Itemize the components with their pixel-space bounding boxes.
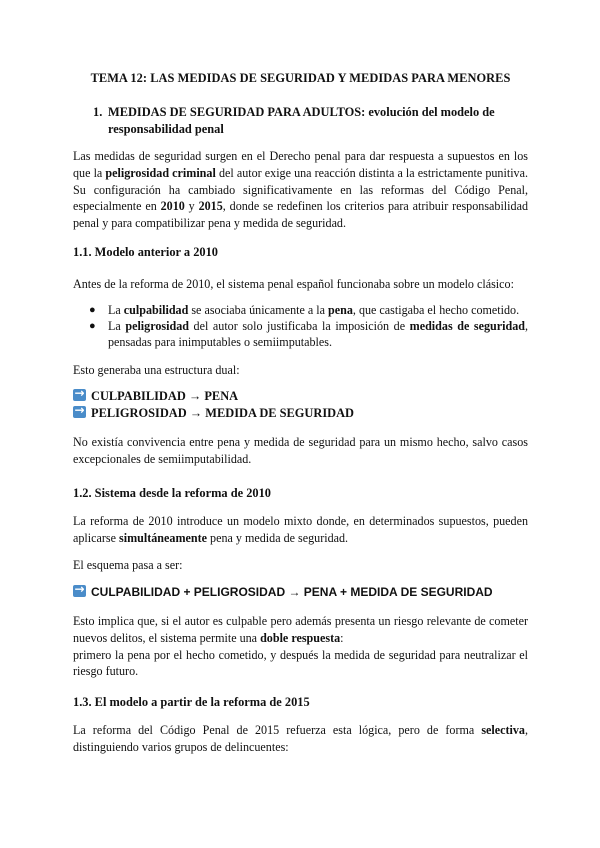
section-1-number: 1.	[93, 105, 103, 119]
bold-term: medidas de seguridad	[409, 319, 525, 334]
text-run: Las medidas de seguridad surgen en el Derecho penal para dar respuesta a supuestos en los que la	[73, 149, 528, 180]
text-run: Esto implica que, si el autor es culpable pero además presenta un riesgo relevante de cometer nuevos delitos, el sistema permite una	[73, 614, 528, 645]
text-run: , donde se redefinen los criterios para atribuir responsabilidad penal y para compatibilizar pena y medida de seguridad.	[73, 199, 528, 231]
document-title: TEMA 12: LAS MEDIDAS DE SEGURIDAD Y MEDIDAS PARA MENORES	[90, 71, 511, 85]
section-1-heading	[93, 104, 523, 138]
section-1-1-heading: 1.1. Modelo anterior a 2010	[73, 245, 218, 259]
text-run: La	[108, 319, 126, 334]
text-run: del autor solo justificaba la imposición de	[188, 319, 410, 334]
section-1-2-heading: 1.2. Sistema desde la reforma de 2010	[73, 486, 271, 500]
bold-term: pena	[328, 303, 353, 317]
arrow-line-peligrosidad	[73, 406, 354, 421]
text-run: La reforma del Código Penal de 2015 refuerza esta lógica, pero de forma	[73, 723, 482, 737]
section-1-heading-text: MEDIDAS DE SEGURIDAD PARA ADULTOS: evolución del modelo de responsabilidad penal	[108, 105, 495, 136]
section-1-1-intro: Antes de la reforma de 2010, el sistema penal español funcionaba sobre un modelo clásico:	[73, 277, 514, 291]
bold-term: peligrosidad	[125, 319, 189, 334]
arrow-right-icon	[73, 406, 86, 418]
section-1-1-closing: No existía convivencia entre pena y medida de seguridad para un mismo hecho, salvo casos excepcionales de semiimputabilidad.	[73, 435, 528, 466]
text-run: , distinguiendo varios grupos de delincuentes:	[73, 723, 528, 754]
text-run: , que castigaba el hecho cometido.	[352, 303, 520, 317]
text-run: :	[340, 630, 344, 645]
bold-term: culpabilidad	[123, 303, 189, 317]
text-run: La	[108, 303, 124, 317]
text-run: del autor exige una reacción distinta a la estrictamente punitiva. Su configuración ha cambiado significativamente en las reformas del Código Penal, especialmente en	[73, 165, 528, 214]
implication-paragraph	[73, 613, 528, 680]
section-1-intro-paragraph	[73, 148, 528, 232]
bold-term: doble respuesta	[260, 630, 341, 645]
section-1-1-bullet-list	[73, 302, 528, 351]
text-run: pena y medida de seguridad.	[207, 530, 349, 545]
section-1-3-heading: 1.3. El modelo a partir de la reforma de 2015	[73, 695, 310, 709]
arrow-line-culpabilidad	[73, 389, 238, 404]
bold-term: selectiva	[481, 723, 525, 737]
bold-term: 2010	[160, 199, 185, 214]
section-1-2-intro	[73, 513, 528, 547]
list-item	[73, 318, 528, 350]
bold-term: 2015	[198, 199, 223, 214]
text-run: se asociaba únicamente a la	[188, 303, 329, 317]
list-item	[73, 302, 528, 318]
arrow-line-combined	[73, 585, 493, 599]
arrow-right-icon	[73, 389, 86, 401]
dual-structure-intro: Esto generaba una estructura dual:	[73, 363, 240, 377]
implication-detail: primero la pena por el hecho cometido, y después la medida de seguridad para neutralizar el riesgo futuro.	[73, 647, 528, 679]
arrow-right-icon	[73, 585, 86, 597]
section-1-3-intro	[73, 722, 528, 756]
schema-intro: El esquema pasa a ser:	[73, 558, 183, 572]
text-run: La reforma de 2010 introduce un modelo mixto donde, en determinados supuestos, pueden aplicarse	[73, 514, 528, 545]
arrow-line-text: CULPABILIDAD + PELIGROSIDAD → PENA + MEDIDA DE SEGURIDAD	[91, 585, 493, 599]
bullet-icon: ●	[89, 320, 96, 333]
bold-term: simultáneamente	[119, 530, 208, 545]
text-run: , pensadas para inimputables o semiimputables.	[108, 319, 529, 350]
arrow-line-text: CULPABILIDAD → PENA	[91, 389, 239, 403]
text-run: y	[184, 199, 199, 214]
bullet-icon: ●	[89, 304, 96, 316]
arrow-line-text: PELIGROSIDAD → MEDIDA DE SEGURIDAD	[91, 406, 354, 420]
bold-term: peligrosidad criminal	[105, 165, 216, 180]
